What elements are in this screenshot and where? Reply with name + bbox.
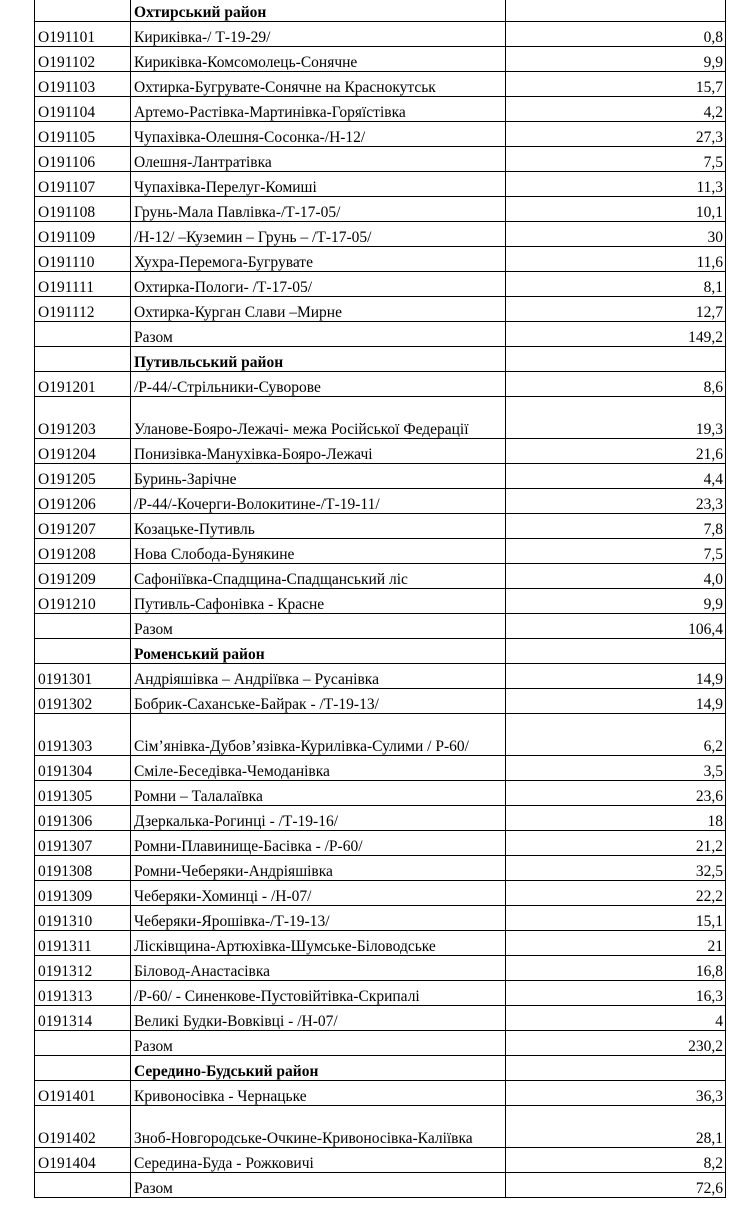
district-total-code-cell bbox=[35, 322, 131, 347]
district-total-label: Разом bbox=[131, 1173, 506, 1198]
road-row bbox=[35, 122, 726, 147]
road-code: 0191307 bbox=[35, 831, 131, 856]
road-code: О191209 bbox=[35, 564, 131, 589]
road-row bbox=[35, 664, 726, 689]
road-name: Буринь-Зарічне bbox=[131, 464, 506, 489]
road-length: 7,5 bbox=[506, 147, 726, 172]
road-row bbox=[35, 439, 726, 464]
road-code: 0191314 bbox=[35, 1006, 131, 1031]
road-row bbox=[35, 247, 726, 272]
road-row bbox=[35, 272, 726, 297]
road-length: 3,5 bbox=[506, 756, 726, 781]
district-header-length-cell bbox=[506, 347, 726, 372]
road-row bbox=[35, 564, 726, 589]
road-code: О191107 bbox=[35, 172, 131, 197]
road-row bbox=[35, 831, 726, 856]
road-length: 22,2 bbox=[506, 881, 726, 906]
road-length: 9,9 bbox=[506, 589, 726, 614]
district-total-code-cell bbox=[35, 1031, 131, 1056]
road-row bbox=[35, 489, 726, 514]
road-length: 11,3 bbox=[506, 172, 726, 197]
road-code: О191101 bbox=[35, 22, 131, 47]
road-code: 0191310 bbox=[35, 906, 131, 931]
road-code: О191208 bbox=[35, 539, 131, 564]
district-header-code-cell bbox=[35, 0, 131, 22]
road-code: О191402 bbox=[35, 1106, 131, 1148]
road-length: 18 bbox=[506, 806, 726, 831]
road-code: О191404 bbox=[35, 1148, 131, 1173]
road-row bbox=[35, 72, 726, 97]
road-row bbox=[35, 881, 726, 906]
road-row bbox=[35, 714, 726, 756]
road-code: О191111 bbox=[35, 272, 131, 297]
road-row bbox=[35, 1006, 726, 1031]
district-total-label: Разом bbox=[131, 322, 506, 347]
road-length: 14,9 bbox=[506, 689, 726, 714]
road-length: 32,5 bbox=[506, 856, 726, 881]
road-name: Охтирка-Курган Слави –Мирне bbox=[131, 297, 506, 322]
district-header-row bbox=[35, 1056, 726, 1081]
road-row bbox=[35, 197, 726, 222]
road-row bbox=[35, 464, 726, 489]
road-code: 0191303 bbox=[35, 714, 131, 756]
road-row bbox=[35, 514, 726, 539]
district-header-row bbox=[35, 0, 726, 22]
road-length: 12,7 bbox=[506, 297, 726, 322]
road-row bbox=[35, 589, 726, 614]
road-length: 21 bbox=[506, 931, 726, 956]
district-header-code-cell bbox=[35, 347, 131, 372]
road-length: 4,0 bbox=[506, 564, 726, 589]
road-name: Андріяшівка – Андріївка – Русанівка bbox=[131, 664, 506, 689]
district-total-label: Разом bbox=[131, 1031, 506, 1056]
road-name: Великі Будки-Вовківці - /Н-07/ bbox=[131, 1006, 506, 1031]
road-name: Олешня-Лантратівка bbox=[131, 147, 506, 172]
district-total-value: 106,4 bbox=[506, 614, 726, 639]
road-name: Артемо-Растівка-Мартинівка-Горяїстівка bbox=[131, 97, 506, 122]
district-header-code-cell bbox=[35, 1056, 131, 1081]
road-length: 23,3 bbox=[506, 489, 726, 514]
road-row bbox=[35, 689, 726, 714]
road-length: 21,6 bbox=[506, 439, 726, 464]
road-name: Сафоніївка-Спадщина-Спадщанський ліс bbox=[131, 564, 506, 589]
district-header-length-cell bbox=[506, 639, 726, 664]
road-code: 0191312 bbox=[35, 956, 131, 981]
road-row bbox=[35, 539, 726, 564]
road-name: Біловод-Анастасівка bbox=[131, 956, 506, 981]
road-row bbox=[35, 1081, 726, 1106]
road-row bbox=[35, 372, 726, 397]
road-row bbox=[35, 981, 726, 1006]
road-length: 28,1 bbox=[506, 1106, 726, 1148]
road-length: 15,7 bbox=[506, 72, 726, 97]
road-length: 4 bbox=[506, 1006, 726, 1031]
road-code: 0191306 bbox=[35, 806, 131, 831]
road-name: Кириківка-Комсомолець-Сонячне bbox=[131, 47, 506, 72]
road-name: Дзеркалька-Рогинці - /Т-19-16/ bbox=[131, 806, 506, 831]
road-length: 27,3 bbox=[506, 122, 726, 147]
road-code: 0191313 bbox=[35, 981, 131, 1006]
road-row bbox=[35, 806, 726, 831]
road-code: О191105 bbox=[35, 122, 131, 147]
road-row bbox=[35, 147, 726, 172]
road-code: О191204 bbox=[35, 439, 131, 464]
road-length: 10,1 bbox=[506, 197, 726, 222]
road-name: Сміле-Беседівка-Чемоданівка bbox=[131, 756, 506, 781]
district-total-row bbox=[35, 1031, 726, 1056]
road-length: 19,3 bbox=[506, 397, 726, 439]
road-name: /Н-12/ –Куземин – Грунь – /Т-17-05/ bbox=[131, 222, 506, 247]
road-name: Сім’янівка-Дубов’язівка-Курилівка-Сулими / Р-60/ bbox=[131, 714, 506, 756]
road-name: /Р-44/-Стрільники-Суворове bbox=[131, 372, 506, 397]
road-name: Кириківка-/ Т-19-29/ bbox=[131, 22, 506, 47]
road-length: 11,6 bbox=[506, 247, 726, 272]
table-body bbox=[35, 0, 726, 1198]
road-name: Чеберяки-Хоминці - /Н-07/ bbox=[131, 881, 506, 906]
road-name: Зноб-Новгородське-Очкине-Кривоносівка-Каліївка bbox=[131, 1106, 506, 1148]
road-code: О191207 bbox=[35, 514, 131, 539]
road-name: Ромни-Плавинище-Басівка - /Р-60/ bbox=[131, 831, 506, 856]
road-code: 0191304 bbox=[35, 756, 131, 781]
road-code: О191201 bbox=[35, 372, 131, 397]
road-code: 0191305 bbox=[35, 781, 131, 806]
district-title: Путивльський район bbox=[131, 347, 506, 372]
road-row bbox=[35, 97, 726, 122]
road-row bbox=[35, 397, 726, 439]
road-code: 0191311 bbox=[35, 931, 131, 956]
road-name: Грунь-Мала Павлівка-/Т-17-05/ bbox=[131, 197, 506, 222]
road-name: Чеберяки-Ярошівка-/Т-19-13/ bbox=[131, 906, 506, 931]
road-row bbox=[35, 956, 726, 981]
district-total-label: Разом bbox=[131, 614, 506, 639]
road-name: Охтирка-Пологи- /Т-17-05/ bbox=[131, 272, 506, 297]
road-length: 7,5 bbox=[506, 539, 726, 564]
road-length: 36,3 bbox=[506, 1081, 726, 1106]
district-header-row bbox=[35, 639, 726, 664]
district-total-value: 149,2 bbox=[506, 322, 726, 347]
road-length: 16,3 bbox=[506, 981, 726, 1006]
road-row bbox=[35, 1148, 726, 1173]
road-name: /Р-44/-Кочерги-Волокитине-/Т-19-11/ bbox=[131, 489, 506, 514]
road-code: О191203 bbox=[35, 397, 131, 439]
road-name: Понизівка-Манухівка-Бояро-Лежачі bbox=[131, 439, 506, 464]
road-name: /Р-60/ - Синенкове-Пустовійтівка-Скрипалі bbox=[131, 981, 506, 1006]
road-row bbox=[35, 856, 726, 881]
road-name: Ромни – Талалаївка bbox=[131, 781, 506, 806]
district-header-row bbox=[35, 347, 726, 372]
road-length: 7,8 bbox=[506, 514, 726, 539]
road-length: 30 bbox=[506, 222, 726, 247]
road-code: 0191301 bbox=[35, 664, 131, 689]
road-length: 6,2 bbox=[506, 714, 726, 756]
road-length: 15,1 bbox=[506, 906, 726, 931]
road-name: Путивль-Сафонівка - Красне bbox=[131, 589, 506, 614]
district-total-row bbox=[35, 1173, 726, 1198]
road-name: Бобрик-Саханське-Байрак - /Т-19-13/ bbox=[131, 689, 506, 714]
road-code: О191206 bbox=[35, 489, 131, 514]
road-code: О191102 bbox=[35, 47, 131, 72]
road-name: Охтирка-Бугрувате-Сонячне на Краснокутськ bbox=[131, 72, 506, 97]
road-code: О191106 bbox=[35, 147, 131, 172]
road-length: 9,9 bbox=[506, 47, 726, 72]
road-code: О191109 bbox=[35, 222, 131, 247]
road-length: 8,2 bbox=[506, 1148, 726, 1173]
road-length: 23,6 bbox=[506, 781, 726, 806]
road-row bbox=[35, 297, 726, 322]
road-row bbox=[35, 22, 726, 47]
district-title: Середино-Будський район bbox=[131, 1056, 506, 1081]
road-name: Кривоносівка - Чернацьке bbox=[131, 1081, 506, 1106]
road-length: 0,8 bbox=[506, 22, 726, 47]
district-header-length-cell bbox=[506, 0, 726, 22]
road-length: 21,2 bbox=[506, 831, 726, 856]
road-length: 8,6 bbox=[506, 372, 726, 397]
district-total-row bbox=[35, 614, 726, 639]
road-name: Хухра-Перемога-Бугрувате bbox=[131, 247, 506, 272]
road-row bbox=[35, 172, 726, 197]
road-name: Нова Слобода-Бунякине bbox=[131, 539, 506, 564]
road-code: О191210 bbox=[35, 589, 131, 614]
road-row bbox=[35, 781, 726, 806]
district-title: Роменський район bbox=[131, 639, 506, 664]
road-length: 4,4 bbox=[506, 464, 726, 489]
road-row bbox=[35, 906, 726, 931]
district-total-row bbox=[35, 322, 726, 347]
district-total-value: 230,2 bbox=[506, 1031, 726, 1056]
road-row bbox=[35, 756, 726, 781]
district-header-code-cell bbox=[35, 639, 131, 664]
road-register-table bbox=[34, 0, 726, 1198]
road-code: О191108 bbox=[35, 197, 131, 222]
road-length: 4,2 bbox=[506, 97, 726, 122]
road-name: Лісківщина-Артюхівка-Шумське-Біловодське bbox=[131, 931, 506, 956]
road-code: 0191308 bbox=[35, 856, 131, 881]
road-code: О191103 bbox=[35, 72, 131, 97]
road-name: Чупахівка-Перелуг-Комиші bbox=[131, 172, 506, 197]
district-total-code-cell bbox=[35, 614, 131, 639]
road-name: Середина-Буда - Рожковичі bbox=[131, 1148, 506, 1173]
road-code: О191112 bbox=[35, 297, 131, 322]
road-code: 0191309 bbox=[35, 881, 131, 906]
road-name: Чупахівка-Олешня-Сосонка-/Н-12/ bbox=[131, 122, 506, 147]
road-row bbox=[35, 931, 726, 956]
road-code: О191401 bbox=[35, 1081, 131, 1106]
road-row bbox=[35, 1106, 726, 1148]
district-total-code-cell bbox=[35, 1173, 131, 1198]
road-row bbox=[35, 222, 726, 247]
road-code: О191110 bbox=[35, 247, 131, 272]
district-title: Охтирський район bbox=[131, 0, 506, 22]
road-length: 8,1 bbox=[506, 272, 726, 297]
road-code: 0191302 bbox=[35, 689, 131, 714]
road-length: 14,9 bbox=[506, 664, 726, 689]
district-header-length-cell bbox=[506, 1056, 726, 1081]
road-name: Ромни-Чеберяки-Андріяшівка bbox=[131, 856, 506, 881]
road-name: Козацьке-Путивль bbox=[131, 514, 506, 539]
road-row bbox=[35, 47, 726, 72]
road-code: О191104 bbox=[35, 97, 131, 122]
road-length: 16,8 bbox=[506, 956, 726, 981]
road-code: О191205 bbox=[35, 464, 131, 489]
road-name: Уланове-Бояро-Лежачі- межа Російської Федерації bbox=[131, 397, 506, 439]
district-total-value: 72,6 bbox=[506, 1173, 726, 1198]
